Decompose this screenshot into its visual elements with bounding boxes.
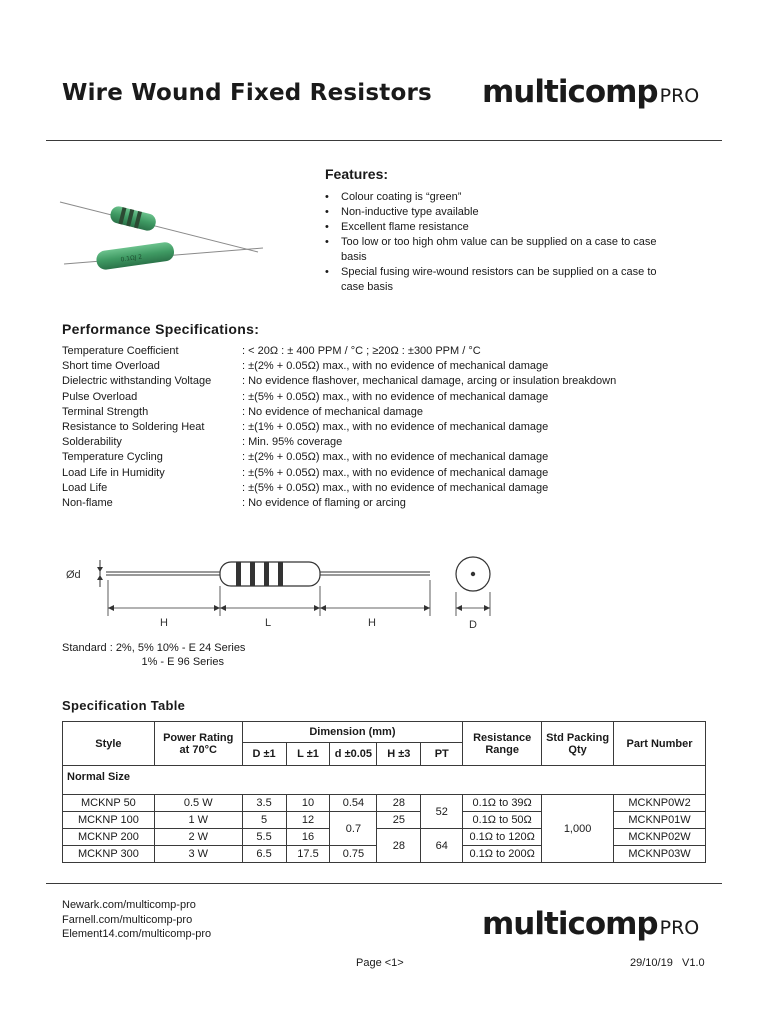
doc-version: V1.0	[682, 957, 705, 969]
perf-value: : No evidence flashover, mechanical damage, arcing or insulation breakdown	[242, 375, 617, 388]
perf-name: Load Life in Humidity	[62, 466, 165, 479]
footer-link-farnell[interactable]: Farnell.com/multicomp-pro	[62, 913, 193, 926]
table-row	[63, 795, 706, 812]
doc-date: 29/10/19	[630, 957, 673, 969]
footer-divider	[46, 883, 722, 884]
dimension-drawing	[58, 550, 508, 635]
feature-item: • Excellent flame resistance	[325, 220, 665, 235]
cell-h: 28	[377, 795, 421, 812]
perf-row	[62, 496, 616, 511]
cell-power: 1 W	[154, 812, 242, 829]
footer-links	[62, 898, 211, 942]
spec-table	[62, 721, 706, 863]
feature-item: • Too low or too high ohm value can be supplied on a case to case basis	[325, 235, 665, 265]
footer-link-newark[interactable]: Newark.com/multicomp-pro	[62, 899, 196, 911]
perf-row	[62, 466, 616, 481]
cell-power: 2 W	[154, 829, 242, 846]
svg-text:0.1ΩJ 2: 0.1ΩJ 2	[120, 253, 143, 264]
perf-value: : ±(2% + 0.05Ω) max., with no evidence of mechanical damage	[242, 451, 549, 464]
footer-brand-logo	[482, 906, 699, 942]
col-header-power: Power Rating at 70°C	[154, 722, 242, 766]
col-header-part: Part Number	[614, 722, 706, 766]
dim-label-lead: Ød	[66, 569, 81, 581]
resistor-product-photo	[58, 190, 268, 275]
col-header-resistance: Resistance Range	[463, 722, 542, 766]
perf-row	[62, 390, 616, 405]
col-header-style: Style	[63, 722, 155, 766]
cell-range: 0.1Ω to 120Ω	[463, 829, 542, 846]
perf-name: Short time Overload	[62, 360, 160, 373]
cell-d: 6.5	[242, 846, 286, 863]
features-heading: Features:	[325, 166, 389, 182]
cell-style: MCKNP 200	[63, 829, 155, 846]
performance-spec-list	[62, 344, 616, 511]
cell-part: MCKNP0W2	[614, 795, 706, 812]
col-header-dd: d ±0.05	[330, 743, 377, 766]
perf-value: : < 20Ω : ± 400 PPM / °C ; ≥20Ω : ±300 PPM / °C	[242, 345, 481, 357]
col-header-packing: Std Packing Qty	[542, 722, 614, 766]
perf-value: : ±(5% + 0.05Ω) max., with no evidence of mechanical damage	[242, 466, 549, 479]
cell-l: 10	[286, 795, 330, 812]
perf-name: Temperature Coefficient	[62, 345, 179, 357]
col-header-dimension: Dimension (mm)	[242, 722, 463, 743]
cell-range: 0.1Ω to 39Ω	[463, 795, 542, 812]
cell-dd: 0.7	[330, 812, 377, 846]
perf-value: : No evidence of flaming or arcing	[242, 497, 406, 510]
cell-l: 12	[286, 812, 330, 829]
cell-part: MCKNP01W	[614, 812, 706, 829]
cell-range: 0.1Ω to 200Ω	[463, 846, 542, 863]
cell-d: 3.5	[242, 795, 286, 812]
col-header-pt: PT	[421, 743, 463, 766]
perf-name: Pulse Overload	[62, 390, 138, 403]
perf-row	[62, 359, 616, 374]
cell-style: MCKNP 100	[63, 812, 155, 829]
cell-d: 5	[242, 812, 286, 829]
cell-style: MCKNP 300	[63, 846, 155, 863]
cell-dd: 0.54	[330, 795, 377, 812]
perf-value: : ±(1% + 0.05Ω) max., with no evidence of mechanical damage	[242, 421, 549, 434]
cell-range: 0.1Ω to 50Ω	[463, 812, 542, 829]
cell-power: 0.5 W	[154, 795, 242, 812]
perf-name: Solderability	[62, 436, 122, 449]
page-title: Wire Wound Fixed Resistors	[62, 80, 432, 106]
logo-wordmark: multicomp	[482, 906, 658, 942]
perf-name: Dielectric withstanding Voltage	[62, 375, 212, 388]
perf-row	[62, 344, 616, 359]
header-divider	[46, 140, 722, 141]
col-header-d: D ±1	[242, 743, 286, 766]
page-number: Page <1>	[356, 957, 404, 969]
perf-value: : ±(5% + 0.05Ω) max., with no evidence of mechanical damage	[242, 481, 549, 494]
perf-name: Load Life	[62, 481, 108, 494]
performance-heading: Performance Specifications:	[62, 321, 260, 337]
dim-label-d: D	[469, 619, 477, 631]
logo-pro: PRO	[659, 917, 700, 939]
cell-dd: 0.75	[330, 846, 377, 863]
cell-d: 5.5	[242, 829, 286, 846]
section-label: Normal Size	[63, 766, 706, 789]
dim-label-h-left: H	[160, 617, 168, 629]
perf-name: Terminal Strength	[62, 405, 149, 418]
perf-row	[62, 420, 616, 435]
cell-l: 16	[286, 829, 330, 846]
footer-link-element14[interactable]: Element14.com/multicomp-pro	[62, 928, 212, 940]
perf-row	[62, 435, 616, 450]
perf-row	[62, 374, 616, 389]
perf-name: Non-flame	[62, 497, 113, 510]
cell-pt: 52	[421, 795, 463, 829]
standard-note: Standard : 2%, 5% 10% - E 24 Series 1% - E 96 Series	[62, 642, 246, 668]
brand-logo	[482, 74, 699, 110]
col-header-h: H ±3	[377, 743, 421, 766]
cell-part: MCKNP03W	[614, 846, 706, 863]
perf-value: : ±(2% + 0.05Ω) max., with no evidence of mechanical damage	[242, 360, 549, 373]
perf-row	[62, 405, 616, 420]
date-version	[630, 957, 705, 969]
features-list	[325, 190, 665, 295]
perf-value: : Min. 95% coverage	[242, 436, 343, 449]
dim-label-h-right: H	[368, 617, 376, 629]
perf-value: : No evidence of mechanical damage	[242, 405, 423, 418]
cell-h: 28	[377, 829, 421, 863]
perf-value: : ±(5% + 0.05Ω) max., with no evidence of mechanical damage	[242, 390, 549, 403]
cell-pt: 64	[421, 829, 463, 863]
logo-wordmark: multicomp	[482, 74, 658, 110]
perf-row	[62, 450, 616, 465]
spec-table-heading: Specification Table	[62, 698, 186, 713]
cell-style: MCKNP 50	[63, 795, 155, 812]
dim-label-l: L	[265, 617, 272, 629]
perf-name: Temperature Cycling	[62, 451, 163, 464]
perf-row	[62, 481, 616, 496]
logo-pro: PRO	[659, 85, 700, 107]
cell-h: 25	[377, 812, 421, 829]
feature-item: • Colour coating is “green”	[325, 190, 665, 205]
cell-power: 3 W	[154, 846, 242, 863]
col-header-l: L ±1	[286, 743, 330, 766]
feature-item: • Special fusing wire-wound resistors can be supplied on a case to case basis	[325, 265, 665, 295]
cell-part: MCKNP02W	[614, 829, 706, 846]
feature-item: • Non-inductive type available	[325, 205, 665, 220]
cell-packing: 1,000	[542, 795, 614, 863]
cell-l: 17.5	[286, 846, 330, 863]
perf-name: Resistance to Soldering Heat	[62, 421, 205, 434]
